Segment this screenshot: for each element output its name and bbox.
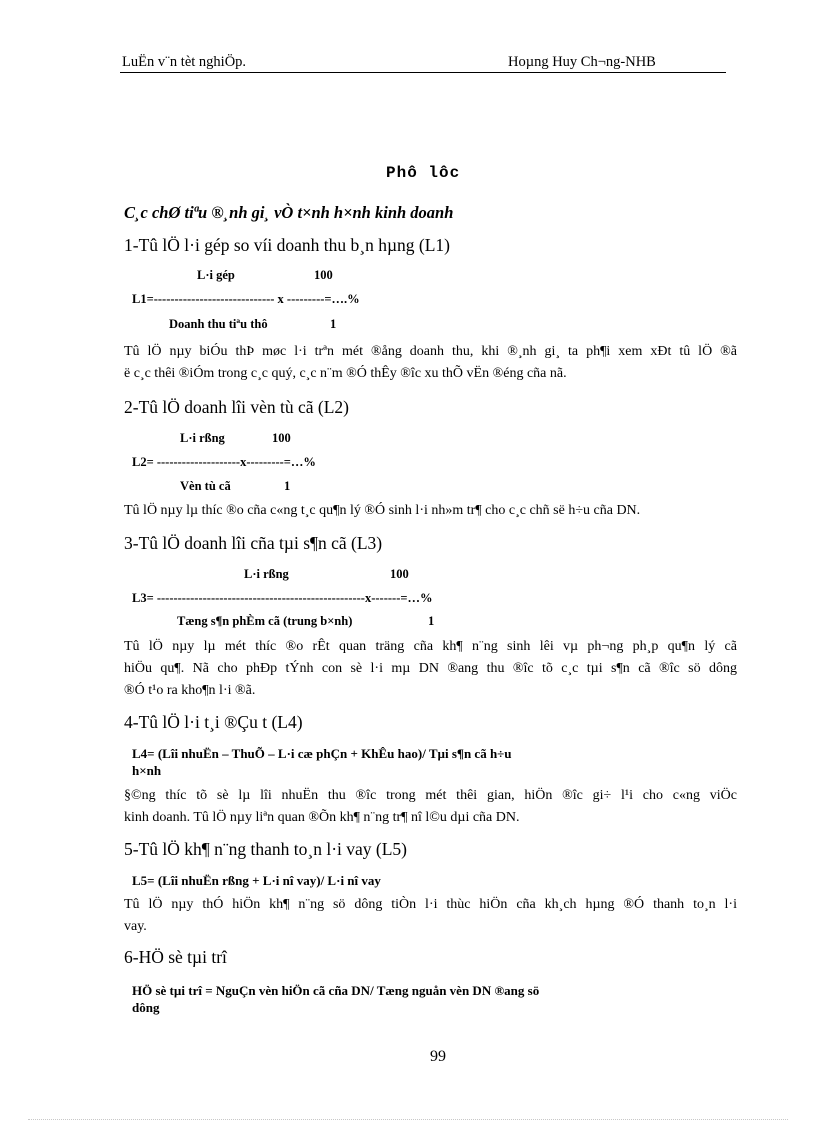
s1-paragraph bbox=[124, 341, 737, 385]
s2-denominator: Vèn tù cã bbox=[180, 479, 231, 493]
s4-paragraph bbox=[124, 785, 737, 829]
s2-numerator: L·i rßng bbox=[180, 431, 225, 445]
s5-formula-line-1: L5= (Lîi nhuËn rßng + L·i nî vay)/ L·i nî vay bbox=[132, 873, 381, 888]
s4-line-2: kinh doanh. Tû lÖ nµy liªn quan ®Õn kh¶ n¨ng tr¶ nî l©u dµi cña DN. bbox=[124, 810, 520, 825]
s1-numerator: L·i gép bbox=[197, 268, 235, 282]
section-1-heading: 1-Tû lÖ l·i gép so víi doanh thu b¸n hµng (L1) bbox=[124, 235, 451, 255]
s3-constant-top: 100 bbox=[390, 567, 409, 581]
s1-line-1: Tû lÖ nµy biÓu thÞ møc l·i trªn mét ®ång doanh thu, khi ®¸nh gi¸ ta ph¶i xem xÐt tû lÖ ®ã bbox=[124, 344, 737, 359]
s3-equation: L3= --------------------------------------------------x-------=…% bbox=[132, 591, 433, 605]
s2-line-1: Tû lÖ nµy lµ thíc ®o cña c«ng t¸c qu¶n lý ®Ó sinh l·i nh»m tr¶ cho c¸c chñ së h÷u cña DN. bbox=[124, 503, 641, 518]
page-number: 99 bbox=[430, 1048, 446, 1065]
s3-paragraph bbox=[124, 636, 737, 702]
header-rule bbox=[120, 72, 726, 73]
section-3-heading: 3-Tû lÖ doanh lîi cña tµi s¶n cã (L3) bbox=[124, 533, 383, 553]
section-2-heading: 2-Tû lÖ doanh lîi vèn tù cã (L2) bbox=[124, 397, 350, 417]
header-left: LuËn v¨n tèt nghiÖp. bbox=[122, 54, 247, 70]
s3-line-3: ®Ó t¹o ra kho¶n l·i ®ã. bbox=[124, 683, 256, 698]
s1-line-2: ë c¸c thêi ®iÓm trong c¸c quý, c¸c n¨m ®Ó thÊy ®îc xu thÕ vËn ®éng cña nã. bbox=[124, 366, 567, 381]
s4-formula-line-2: h×nh bbox=[132, 763, 162, 778]
s1-denominator: Doanh thu tiªu thô bbox=[169, 317, 268, 331]
s3-denominator: Tæng s¶n phÈm cã (trung b×nh) bbox=[177, 614, 353, 628]
s2-constant-top: 100 bbox=[272, 431, 291, 445]
s2-equation: L2= --------------------x---------=…% bbox=[132, 455, 316, 469]
header-right: Hoµng Huy Ch¬ng-NHB bbox=[508, 54, 656, 70]
s5-formula bbox=[132, 872, 381, 889]
section-subtitle: C¸c chØ tiªu ®¸nh gi¸ vÒ t×nh h×nh kinh doanh bbox=[124, 203, 454, 222]
section-6-heading: 6-HÖ sè tµi trî bbox=[124, 947, 227, 967]
s2-paragraph bbox=[124, 500, 737, 522]
s2-constant-bottom: 1 bbox=[284, 479, 291, 493]
s4-formula bbox=[132, 745, 512, 779]
s5-line-2: vay. bbox=[124, 919, 147, 934]
s3-line-1: Tû lÖ nµy lµ mét thíc ®o rÊt quan träng cña kh¶ n¨ng sinh lêi vµ ph¬ng ph¸p qu¶n lý cã bbox=[124, 639, 737, 654]
s5-paragraph bbox=[124, 894, 737, 938]
section-4-heading: 4-Tû lÖ l·i t¸i ®Çu t (L4) bbox=[124, 712, 303, 732]
s3-numerator: L·i rßng bbox=[244, 567, 289, 581]
s6-formula-line-1: HÖ sè tµi trî = NguÇn vèn hiÖn cã cña DN/ Tæng nguån vèn DN ®ang sö bbox=[132, 983, 540, 998]
s1-equation: L1=----------------------------- x ---------=….% bbox=[132, 292, 360, 306]
s6-formula bbox=[132, 982, 539, 1016]
s3-line-2: hiÖu qu¶. Nã cho phÐp tÝnh con sè l·i mµ DN ®ang thu ®îc tõ c¸c tµi s¶n cã ®îc sö dông bbox=[124, 661, 737, 676]
s1-constant-bottom: 1 bbox=[330, 317, 337, 331]
s5-line-1: Tû lÖ nµy thÓ hiÖn kh¶ n¨ng sö dông tiÒn l·i thùc hiÖn cña kh¸ch hµng ®Ó thanh to¸n l·i bbox=[124, 897, 737, 912]
s3-constant-bottom: 1 bbox=[428, 614, 435, 628]
page-bottom-divider bbox=[28, 1119, 788, 1120]
s6-formula-line-2: dông bbox=[132, 1000, 160, 1015]
s1-constant-top: 100 bbox=[314, 268, 333, 282]
s4-formula-line-1: L4= (Lîi nhuËn – ThuÕ – L·i cæ phÇn + KhÊu hao)/ Tµi s¶n cã h÷u bbox=[132, 746, 512, 761]
s4-line-1: §©ng thíc tõ sè lµ lîi nhuËn thu ®îc trong mét thêi gian, hiÖn ®îc gi÷ l¹i cho c«ng viÖc bbox=[124, 788, 737, 803]
page-title: Phô lôc bbox=[386, 164, 461, 182]
section-5-heading: 5-Tû lÖ kh¶ n¨ng thanh to¸n l·i vay (L5) bbox=[124, 839, 408, 859]
